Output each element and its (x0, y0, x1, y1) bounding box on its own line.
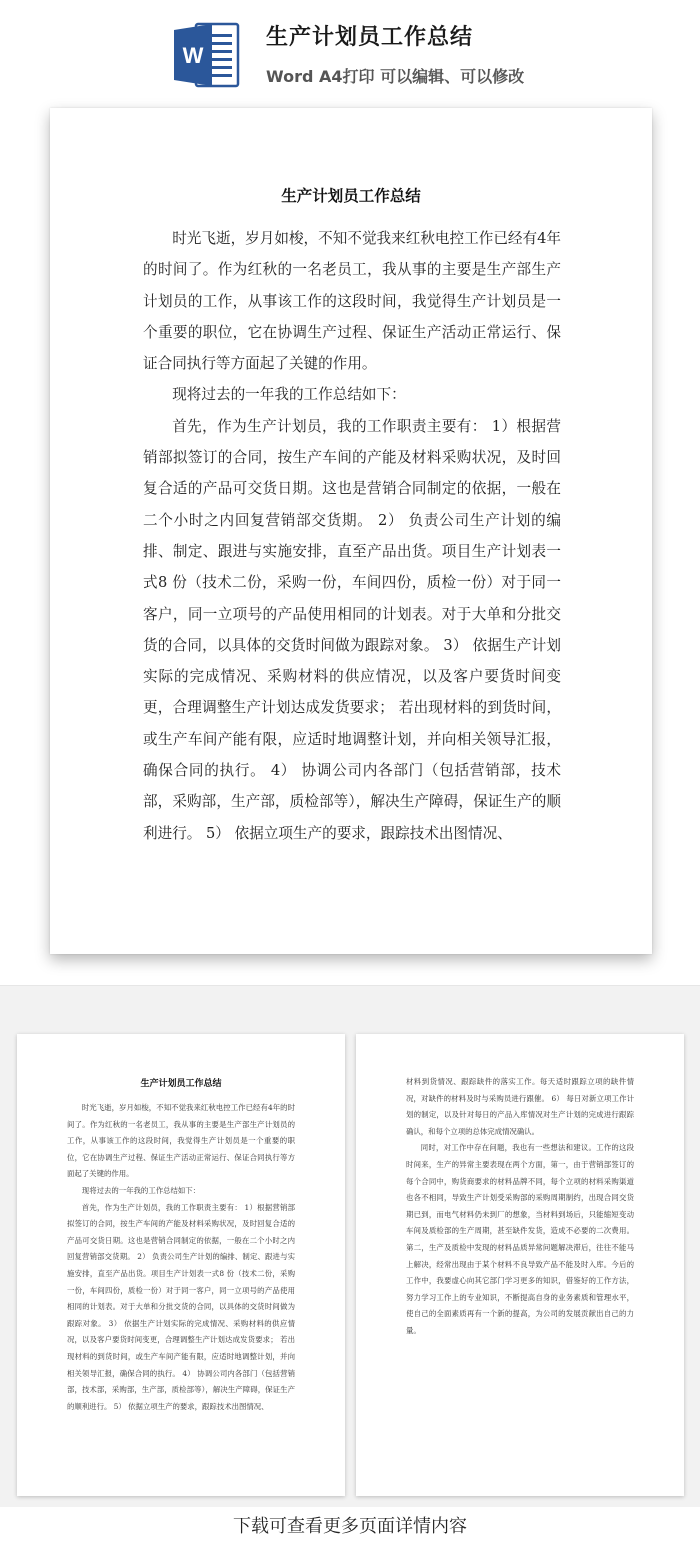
word-icon (174, 22, 240, 88)
document-paragraph: 现将过去的一年我的工作总结如下： (172, 386, 406, 404)
document-paragraph: 首先，作为生产计划员，我的工作职责主要有： 1）根据营销部拟签订的合同，按生产车间的产能及材料采购状况，及时回复合适的产品可交货日期。这也是营销合同制定的依据，一般在二个小时之内回复营销部交货期。 2） 负责公司生产计划的编排、制定、跟进与实施安排，直至产品出货。项目生产计划表一式8 份（技术二份，采购一份，车间四份，质检一份）对于同一客户，同一立项号的产品使用相同的计划表。对于大单和分批交货的合同，以具体的交货时间做为跟踪对象。 3） 依据生产计划实际的完成情况、采购材料的供应情况，以及客户要货时间变更，合理调整生产计划达成发货要求； 若出现材料的到货时间，或生产车间产能有限，应适时地调整计划，并向相关领导汇报，确保合同的执行。 4） 协调公司内各部门（包括营销部，技术部，采购部，生产部，质检部等），解决生产障碍，保证生产的顺利进行。 5） 依据立项生产的要求，跟踪技术出图情况、 (143, 417, 561, 842)
thumbnail-paragraph: 时光飞逝，岁月如梭，不知不觉我来红秋电控工作已经有4年的时间了。作为红秋的一名老员工，我从事的主要是生产部生产计划员的工作，从事该工作的这段时间，我觉得生产计划员是一个重要的职位，它在协调生产过程、保证生产活动正常运行、保证合同执行等方面起了关键的作用。 (67, 1103, 295, 1179)
document-body (143, 223, 561, 849)
page-title: 生产计划员工作总结 (266, 25, 474, 50)
page-subtitle: Word A4打印 可以编辑、可以修改 (266, 67, 525, 86)
download-more-link[interactable]: 下载可查看更多页面详情内容 (233, 1516, 467, 1537)
document-page-preview (50, 108, 652, 954)
thumbnail-paragraph: 现将过去的一年我的工作总结如下： (81, 1185, 201, 1195)
document-title: 生产计划员工作总结 (281, 186, 421, 205)
thumbnail-paragraph: 材料到货情况、跟踪缺件的落实工作。每天适时跟踪立项的缺件情况，对缺件的材料及时与采购员进行跟催。 6） 每日对新立项工作计划的制定，以及针对每日的产品入库情况对生产计划的完成进行跟踪确认，和每个立项的总体完成情况确认。 (406, 1077, 634, 1136)
thumbnail-paragraph: 同时，对工作中存在问题，我也有一些想法和建议。工作的这段时间来，生产的异常主要表现在两个方面，第一，由于营销部签订的每个合同中，购货商要求的材料品牌不同，每个立项的材料采购渠道也各不相同，导致生产计划受采购部的采购周期制约，出现合同交货期已到，而电气材料仍未到厂的想象，当材料到场后，只能缩短变动车间及质检部的生产周期，甚至缺件发货，造成不必要的二次费用。第二，生产及质检中发现的材料品质异常问题解决滞后，往往不能马上解决，经常出现由于某个材料不良导致产品不能及时入库。今后的工作中，我要虚心向其它部门学习更多的知识，借鉴好的工作方法，努力学习工作上的专业知识，不断提高自身的业务素质和管理水平，使自己的全面素质再有一个新的提高，为公司的发展贡献出自己的力量。 (406, 1143, 634, 1335)
thumbnail-body (67, 1100, 295, 1415)
document-paragraph: 时光飞逝，岁月如梭，不知不觉我来红秋电控工作已经有4年的时间了。作为红秋的一名老员工，我从事的主要是生产部生产计划员的工作，从事该工作的这段时间，我觉得生产计划员是一个重要的职位，它在协调生产过程、保证生产活动正常运行、保证合同执行等方面起了关键的作用。 (143, 230, 561, 373)
thumbnail-body (406, 1074, 634, 1340)
header (0, 0, 700, 100)
page-thumbnail-1[interactable] (17, 1034, 345, 1496)
thumbnail-title: 生产计划员工作总结 (140, 1079, 222, 1089)
thumbnail-paragraph: 首先，作为生产计划员，我的工作职责主要有： 1）根据营销部拟签订的合同，按生产车间的产能及材料采购状况，及时回复合适的产品可交货日期。这也是营销合同制定的依据，一般在二个小时之内回复营销部交货期。 2） 负责公司生产计划的编排、制定、跟进与实施安排，直至产品出货。项目生产计划表一式8 份（技术二份，采购一份，车间四份，质检一份）对于同一客户，同一立项号的产品使用相同的计划表。对于大单和分批交货的合同，以具体的交货时间做为跟踪对象。 3） 依据生产计划实际的完成情况、采购材料的供应情况，以及客户要货时间变更，合理调整生产计划达成发货要求； 若出现材料的到货时间，或生产车间产能有限，应适时地调整计划，并向相关领导汇报，确保合同的执行。 4） 协调公司内各部门（包括营销部，技术部，采购部，生产部，质检部等），解决生产障碍，保证生产的顺利进行。 5） 依据立项生产的要求，跟踪技术出图情况、 (67, 1202, 295, 1411)
word-icon-letter: W (182, 43, 204, 68)
page-thumbnail-2[interactable] (356, 1034, 684, 1496)
